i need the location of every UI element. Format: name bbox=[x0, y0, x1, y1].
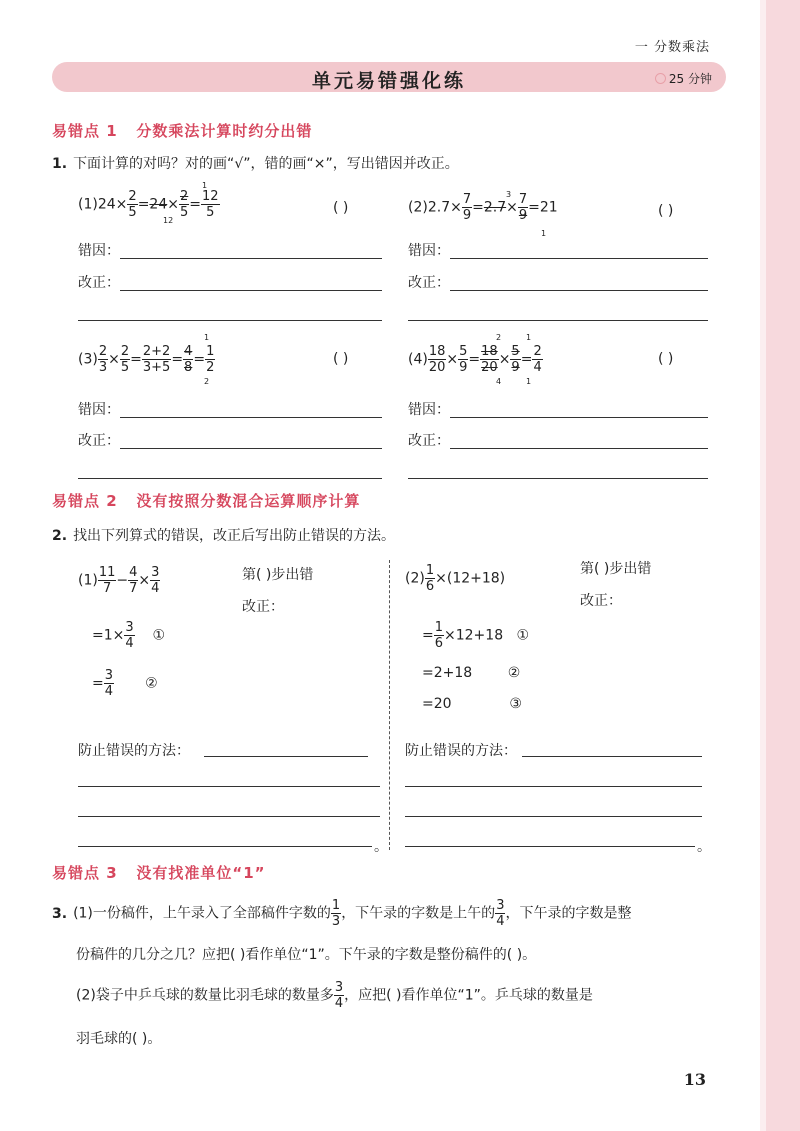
page-number: 13 bbox=[683, 1070, 706, 1089]
strike-note: 1 bbox=[541, 229, 547, 238]
fix-line[interactable] bbox=[450, 290, 708, 291]
strike-note: 4 bbox=[496, 377, 502, 386]
error-point-3 bbox=[52, 862, 266, 883]
chapter-header: 一 分数乘法 bbox=[634, 40, 710, 55]
calc-1-1: (1)24× $\frac{2}{5}$ =24× $\frac{2}{5}$ = $\frac{12}{5}$ bbox=[78, 189, 219, 220]
error-title: 没有按照分数混合运算顺序计算 bbox=[136, 492, 361, 510]
question-3-line-3: (2)袋子中乒乓球的数量比羽毛球的数量多 $\frac{3}{4}$ ，应把( )看作单位“1”。乒乓球的数量是 bbox=[76, 980, 593, 1011]
strike-note: 2 bbox=[204, 377, 210, 386]
method-line[interactable] bbox=[78, 816, 380, 817]
question-text: 下面计算的对吗？对的画“√”，错的画“×”，写出错因并改正。 bbox=[73, 156, 459, 172]
reason-line[interactable] bbox=[450, 417, 708, 418]
question-number: 2. bbox=[52, 528, 68, 544]
reason-label: 错因： bbox=[408, 402, 450, 418]
fix-line[interactable] bbox=[408, 478, 708, 479]
fix-label: 改正： bbox=[78, 275, 120, 291]
question-text: 找出下列算式的错误，改正后写出防止错误的方法。 bbox=[73, 528, 396, 544]
fix-line[interactable] bbox=[120, 448, 382, 449]
step-label: 第( )步出错 bbox=[580, 561, 652, 577]
question-number: 1. bbox=[52, 156, 68, 172]
strike-note: 1 bbox=[204, 333, 210, 342]
timer bbox=[655, 70, 712, 87]
error-point-2 bbox=[52, 490, 360, 511]
error-label: 易错点 2 bbox=[52, 492, 118, 510]
method-line[interactable] bbox=[522, 756, 702, 757]
calc-2-2-step2: =2+18 ② bbox=[422, 665, 521, 681]
calc-2-1: (1) $\frac{11}{7}$ − $\frac{4}{7}$ × $\frac{3}{4}$ bbox=[78, 565, 160, 596]
answer-paren-3[interactable]: ( ) bbox=[333, 351, 349, 367]
error-point-1 bbox=[52, 120, 312, 141]
timer-text: 25 分钟 bbox=[668, 72, 712, 86]
question-3-line-2: 份稿件的几分之几？应把( )看作单位“1”。下午录的字数是整份稿件的( )。 bbox=[76, 947, 537, 963]
fix-line[interactable] bbox=[78, 320, 382, 321]
reason-line[interactable] bbox=[120, 417, 382, 418]
method-line[interactable] bbox=[405, 846, 695, 847]
answer-paren-1[interactable]: ( ) bbox=[333, 200, 349, 216]
title-bar bbox=[52, 62, 726, 92]
calc-1-4: (4) $\frac{18}{20}$ × $\frac{5}{9}$ = $\frac{18}{20}$ × $\frac{5}{9}$ = $\frac{2}{4}$ bbox=[408, 344, 542, 375]
reason-label: 错因： bbox=[408, 243, 450, 259]
fix-label: 改正： bbox=[242, 599, 284, 615]
answer-paren-2[interactable]: ( ) bbox=[658, 203, 674, 219]
strike-note: 1 bbox=[526, 377, 532, 386]
calc-2-1-step1: =1× $\frac{3}{4}$ ① bbox=[92, 620, 166, 651]
reason-line[interactable] bbox=[450, 258, 708, 259]
reason-label: 错因： bbox=[78, 243, 120, 259]
strike-note: 2 bbox=[496, 333, 502, 342]
question-3-line-1: 3. (1)一份稿件，上午录入了全部稿件字数的 $\frac{1}{3}$ ，下午录的字数是上午的 $\frac{3}{4}$ ，下午录的字数是整 bbox=[52, 898, 632, 929]
calc-1-2: (2)2.7× $\frac{7}{9}$ =2.7× $\frac{7}{9}$ =21 bbox=[408, 192, 558, 223]
clock-icon bbox=[655, 73, 666, 84]
page-title: 单元易错强化练 bbox=[311, 70, 466, 92]
page-edge-decoration bbox=[760, 0, 766, 1131]
calc-2-1-step2: = $\frac{3}{4}$ ② bbox=[92, 668, 158, 699]
method-line[interactable] bbox=[78, 846, 372, 847]
calc-1-3: (3) $\frac{2}{3}$ × $\frac{2}{5}$ = $\frac{2+2}{3+5}$ = $\frac{4}{8}$ = $\frac{1}{2}$ bbox=[78, 344, 215, 375]
strike-note: 3 bbox=[506, 190, 512, 199]
step-label: 第( )步出错 bbox=[242, 567, 314, 583]
reason-label: 错因： bbox=[78, 402, 120, 418]
method-label: 防止错误的方法： bbox=[78, 743, 190, 759]
question-2-prompt bbox=[52, 525, 395, 545]
fix-label: 改正： bbox=[408, 433, 450, 449]
calc-2-2-step3: =20 ③ bbox=[422, 696, 522, 712]
reason-line[interactable] bbox=[120, 258, 382, 259]
error-title: 分数乘法计算时约分出错 bbox=[136, 122, 313, 140]
strike-note: 1 bbox=[526, 333, 532, 342]
question-1-prompt bbox=[52, 153, 459, 173]
fix-line[interactable] bbox=[450, 448, 708, 449]
fix-label: 改正： bbox=[408, 275, 450, 291]
error-label: 易错点 1 bbox=[52, 122, 118, 140]
fix-label: 改正： bbox=[580, 593, 622, 609]
fix-line[interactable] bbox=[120, 290, 382, 291]
calc-2-2: (2) $\frac{1}{6}$ ×(12+18) bbox=[405, 563, 506, 594]
method-line[interactable] bbox=[78, 786, 380, 787]
end-mark: 。 bbox=[697, 839, 711, 855]
error-label: 易错点 3 bbox=[52, 864, 118, 882]
fix-label: 改正： bbox=[78, 433, 120, 449]
method-line[interactable] bbox=[405, 816, 702, 817]
calc-2-2-step1: = $\frac{1}{6}$ ×12+18 ① bbox=[422, 620, 530, 651]
answer-paren-4[interactable]: ( ) bbox=[658, 351, 674, 367]
end-mark: 。 bbox=[374, 839, 388, 855]
strike-note: 12 bbox=[163, 216, 174, 225]
fix-line[interactable] bbox=[78, 478, 382, 479]
method-line[interactable] bbox=[204, 756, 368, 757]
fix-line[interactable] bbox=[408, 320, 708, 321]
column-divider bbox=[389, 560, 390, 850]
strike-note: 1 bbox=[202, 181, 208, 190]
question-3-line-4: 羽毛球的( )。 bbox=[76, 1031, 162, 1047]
method-line[interactable] bbox=[405, 786, 702, 787]
page-edge-decoration bbox=[766, 0, 800, 1131]
method-label: 防止错误的方法： bbox=[405, 743, 517, 759]
error-title: 没有找准单位“1” bbox=[136, 864, 266, 882]
